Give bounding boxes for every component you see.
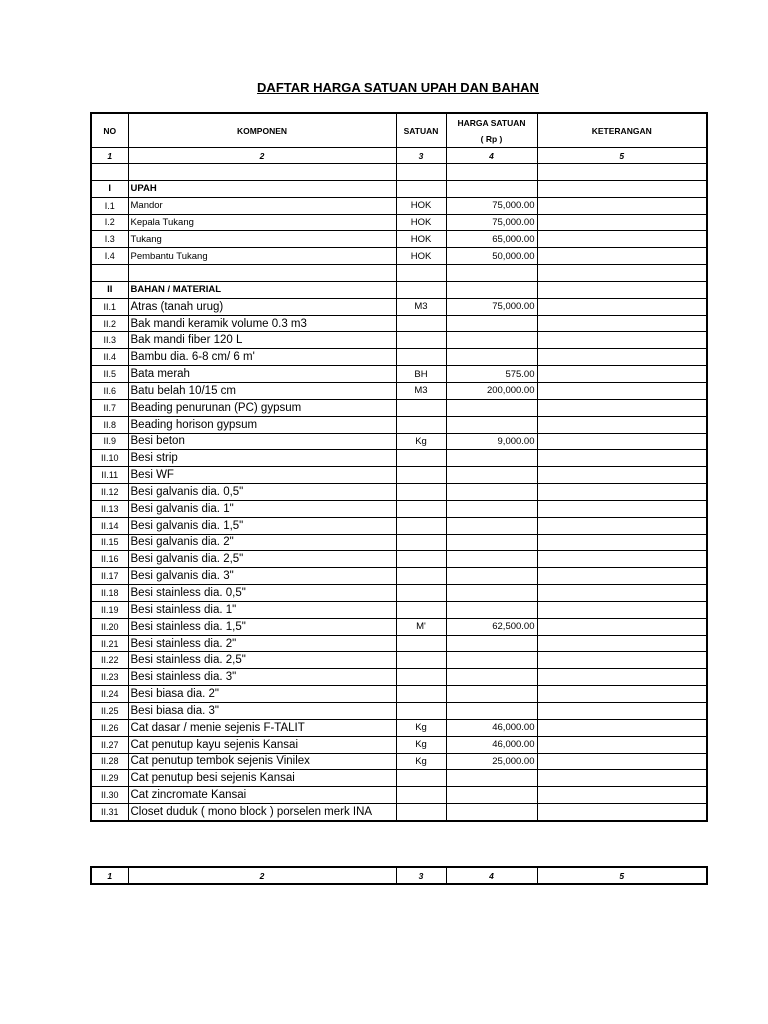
row-number: II.7 [91, 399, 128, 416]
table-row [91, 787, 707, 804]
row-keterangan [537, 669, 707, 686]
row-keterangan [537, 332, 707, 349]
row-number: II.21 [91, 635, 128, 652]
table-row [91, 416, 707, 433]
row-number: II.1 [91, 298, 128, 315]
row-keterangan [537, 551, 707, 568]
row-harga: 65,000.00 [446, 231, 537, 248]
table-row [91, 332, 707, 349]
table-row [91, 534, 707, 551]
row-komponen: Besi galvanis dia. 3" [128, 568, 396, 585]
row-harga [446, 281, 537, 298]
table-row [91, 804, 707, 821]
row-keterangan [537, 366, 707, 383]
row-satuan [396, 399, 446, 416]
row-number: II.30 [91, 787, 128, 804]
row-harga [446, 551, 537, 568]
header-no: NO [91, 113, 128, 148]
row-komponen: Tukang [128, 231, 396, 248]
column-number: 2 [128, 148, 396, 164]
footer-number-table [90, 866, 708, 885]
table-row [91, 433, 707, 450]
row-harga: 200,000.00 [446, 382, 537, 399]
table-row [91, 551, 707, 568]
row-satuan [396, 585, 446, 602]
row-komponen: Besi galvanis dia. 1,5" [128, 517, 396, 534]
row-keterangan [537, 382, 707, 399]
row-number: II.25 [91, 703, 128, 720]
row-harga [446, 517, 537, 534]
row-keterangan [537, 534, 707, 551]
footer-number: 2 [128, 867, 396, 884]
row-komponen: Besi stainless dia. 0,5" [128, 585, 396, 602]
row-harga [446, 601, 537, 618]
row-number: II [91, 281, 128, 298]
table-row [91, 500, 707, 517]
row-keterangan [537, 315, 707, 332]
table-row [91, 703, 707, 720]
row-keterangan [537, 433, 707, 450]
row-keterangan [537, 770, 707, 787]
row-satuan [396, 332, 446, 349]
table-row [91, 686, 707, 703]
row-keterangan [537, 585, 707, 602]
row-keterangan [537, 517, 707, 534]
row-komponen: Cat penutup tembok sejenis Vinilex [128, 753, 396, 770]
row-number: II.15 [91, 534, 128, 551]
row-komponen: Atras (tanah urug) [128, 298, 396, 315]
row-komponen: BAHAN / MATERIAL [128, 281, 396, 298]
header-harga-satuan [446, 113, 537, 148]
row-komponen: Bak mandi keramik volume 0.3 m3 [128, 315, 396, 332]
table-row [91, 669, 707, 686]
row-satuan: Kg [396, 719, 446, 736]
footer-number-row [91, 867, 707, 884]
row-keterangan [537, 416, 707, 433]
header-harga-line2: ( Rp ) [480, 133, 503, 144]
row-harga [446, 164, 537, 181]
row-keterangan [537, 450, 707, 467]
row-number: II.31 [91, 804, 128, 821]
row-number: II.9 [91, 433, 128, 450]
table-row [91, 753, 707, 770]
row-number [91, 265, 128, 282]
row-komponen: Besi galvanis dia. 2,5" [128, 551, 396, 568]
row-harga: 9,000.00 [446, 433, 537, 450]
row-harga: 46,000.00 [446, 719, 537, 736]
table-row [91, 214, 707, 231]
row-keterangan [537, 618, 707, 635]
row-satuan: M3 [396, 382, 446, 399]
row-keterangan [537, 652, 707, 669]
row-number [91, 164, 128, 181]
section-row [91, 180, 707, 197]
row-satuan [396, 281, 446, 298]
row-satuan: M' [396, 618, 446, 635]
row-harga [446, 686, 537, 703]
row-number: II.12 [91, 484, 128, 501]
row-harga: 50,000.00 [446, 248, 537, 265]
row-number: II.19 [91, 601, 128, 618]
row-keterangan [537, 736, 707, 753]
table-row [91, 231, 707, 248]
row-satuan [396, 568, 446, 585]
table-row [91, 635, 707, 652]
row-satuan: HOK [396, 197, 446, 214]
table-row [91, 197, 707, 214]
row-number: II.2 [91, 315, 128, 332]
row-keterangan [537, 298, 707, 315]
row-harga [446, 265, 537, 282]
row-komponen: Beading horison gypsum [128, 416, 396, 433]
row-harga [446, 399, 537, 416]
table-row [91, 298, 707, 315]
row-number: I.4 [91, 248, 128, 265]
row-number: I.3 [91, 231, 128, 248]
row-number: II.27 [91, 736, 128, 753]
row-keterangan [537, 248, 707, 265]
row-number: II.14 [91, 517, 128, 534]
row-satuan [396, 703, 446, 720]
row-satuan [396, 500, 446, 517]
table-row [91, 517, 707, 534]
table-row [91, 568, 707, 585]
header-keterangan: KETERANGAN [537, 113, 707, 148]
row-number: II.10 [91, 450, 128, 467]
column-number-row [91, 148, 707, 164]
column-number: 4 [446, 148, 537, 164]
section-row [91, 281, 707, 298]
row-komponen: Besi stainless dia. 2,5" [128, 652, 396, 669]
row-komponen: Cat zincromate Kansai [128, 787, 396, 804]
row-number: II.11 [91, 467, 128, 484]
row-satuan [396, 551, 446, 568]
row-number: II.6 [91, 382, 128, 399]
row-satuan [396, 349, 446, 366]
row-number: II.18 [91, 585, 128, 602]
row-number: II.26 [91, 719, 128, 736]
row-keterangan [537, 281, 707, 298]
row-satuan: M3 [396, 298, 446, 315]
row-harga [446, 332, 537, 349]
row-harga [446, 315, 537, 332]
table-row [91, 770, 707, 787]
row-number: II.16 [91, 551, 128, 568]
row-komponen [128, 164, 396, 181]
row-satuan [396, 467, 446, 484]
row-komponen: Besi galvanis dia. 1" [128, 500, 396, 517]
row-number: II.13 [91, 500, 128, 517]
price-table [90, 112, 708, 822]
row-komponen: Besi stainless dia. 1,5" [128, 618, 396, 635]
row-number: II.5 [91, 366, 128, 383]
row-keterangan [537, 787, 707, 804]
header-komponen: KOMPONEN [128, 113, 396, 148]
row-satuan [396, 484, 446, 501]
row-harga: 62,500.00 [446, 618, 537, 635]
row-number: II.20 [91, 618, 128, 635]
row-harga: 46,000.00 [446, 736, 537, 753]
row-number: II.3 [91, 332, 128, 349]
table-row [91, 248, 707, 265]
row-satuan [396, 265, 446, 282]
header-row [91, 113, 707, 148]
row-number: II.28 [91, 753, 128, 770]
row-keterangan [537, 500, 707, 517]
row-komponen: Besi stainless dia. 1" [128, 601, 396, 618]
row-komponen: Besi biasa dia. 3" [128, 703, 396, 720]
row-harga: 575.00 [446, 366, 537, 383]
row-komponen: Besi beton [128, 433, 396, 450]
row-keterangan [537, 753, 707, 770]
row-keterangan [537, 214, 707, 231]
row-satuan [396, 601, 446, 618]
document-title: DAFTAR HARGA SATUAN UPAH DAN BAHAN [257, 80, 539, 95]
footer-number: 5 [537, 867, 707, 884]
row-satuan: Kg [396, 736, 446, 753]
row-keterangan [537, 467, 707, 484]
row-keterangan [537, 719, 707, 736]
row-number: II.23 [91, 669, 128, 686]
row-harga [446, 669, 537, 686]
row-satuan: Kg [396, 433, 446, 450]
row-satuan: HOK [396, 231, 446, 248]
table-row [91, 450, 707, 467]
row-keterangan [537, 164, 707, 181]
row-number: II.29 [91, 770, 128, 787]
row-harga: 75,000.00 [446, 214, 537, 231]
row-number: II.4 [91, 349, 128, 366]
row-komponen: Besi WF [128, 467, 396, 484]
row-number: I.2 [91, 214, 128, 231]
row-harga [446, 484, 537, 501]
row-komponen [128, 265, 396, 282]
row-komponen: Closet duduk ( mono block ) porselen merk INA [128, 804, 396, 821]
row-harga: 75,000.00 [446, 197, 537, 214]
row-keterangan [537, 703, 707, 720]
row-komponen: Mandor [128, 197, 396, 214]
row-keterangan [537, 686, 707, 703]
row-komponen: Cat dasar / menie sejenis F-TALIT [128, 719, 396, 736]
row-komponen: Besi stainless dia. 3" [128, 669, 396, 686]
row-satuan [396, 164, 446, 181]
row-komponen: UPAH [128, 180, 396, 197]
row-keterangan [537, 265, 707, 282]
row-satuan [396, 315, 446, 332]
row-harga [446, 450, 537, 467]
row-harga [446, 652, 537, 669]
row-satuan [396, 804, 446, 821]
row-komponen: Bambu dia. 6-8 cm/ 6 m' [128, 349, 396, 366]
row-satuan: HOK [396, 248, 446, 265]
row-komponen: Batu belah 10/15 cm [128, 382, 396, 399]
row-satuan [396, 517, 446, 534]
table-row [91, 618, 707, 635]
row-komponen: Cat penutup kayu sejenis Kansai [128, 736, 396, 753]
row-harga [446, 568, 537, 585]
row-keterangan [537, 635, 707, 652]
row-komponen: Cat penutup besi sejenis Kansai [128, 770, 396, 787]
row-keterangan [537, 180, 707, 197]
row-number: I.1 [91, 197, 128, 214]
row-satuan [396, 635, 446, 652]
row-satuan [396, 652, 446, 669]
row-number: II.24 [91, 686, 128, 703]
row-number: I [91, 180, 128, 197]
row-satuan [396, 787, 446, 804]
row-harga [446, 534, 537, 551]
table-row [91, 719, 707, 736]
row-harga [446, 467, 537, 484]
row-komponen: Bak mandi fiber 120 L [128, 332, 396, 349]
row-satuan [396, 416, 446, 433]
row-harga [446, 703, 537, 720]
header-satuan: SATUAN [396, 113, 446, 148]
row-keterangan [537, 568, 707, 585]
row-harga [446, 180, 537, 197]
row-number: II.8 [91, 416, 128, 433]
table-row [91, 467, 707, 484]
row-satuan: BH [396, 366, 446, 383]
row-satuan [396, 770, 446, 787]
table-row [91, 382, 707, 399]
row-satuan [396, 534, 446, 551]
column-number: 3 [396, 148, 446, 164]
row-number: II.17 [91, 568, 128, 585]
blank-row [91, 164, 707, 181]
footer-number: 1 [91, 867, 128, 884]
row-keterangan [537, 231, 707, 248]
row-satuan [396, 669, 446, 686]
row-komponen: Besi galvanis dia. 0,5" [128, 484, 396, 501]
row-number: II.22 [91, 652, 128, 669]
row-harga [446, 500, 537, 517]
row-harga [446, 635, 537, 652]
row-komponen: Beading penurunan (PC) gypsum [128, 399, 396, 416]
row-satuan: Kg [396, 753, 446, 770]
column-number: 5 [537, 148, 707, 164]
table-row [91, 736, 707, 753]
table-row [91, 601, 707, 618]
row-komponen: Besi stainless dia. 2" [128, 635, 396, 652]
row-komponen: Besi strip [128, 450, 396, 467]
row-harga [446, 804, 537, 821]
table-row [91, 366, 707, 383]
row-harga [446, 585, 537, 602]
row-komponen: Bata merah [128, 366, 396, 383]
row-harga: 75,000.00 [446, 298, 537, 315]
table-row [91, 484, 707, 501]
row-harga [446, 349, 537, 366]
column-number: 1 [91, 148, 128, 164]
table-row [91, 349, 707, 366]
row-harga [446, 770, 537, 787]
row-keterangan [537, 804, 707, 821]
row-komponen: Besi galvanis dia. 2" [128, 534, 396, 551]
row-komponen: Besi biasa dia. 2" [128, 686, 396, 703]
row-keterangan [537, 349, 707, 366]
footer-number: 3 [396, 867, 446, 884]
row-satuan [396, 180, 446, 197]
table-row [91, 585, 707, 602]
header-harga-line1: HARGA SATUAN [457, 117, 526, 128]
row-harga [446, 416, 537, 433]
row-komponen: Kepala Tukang [128, 214, 396, 231]
row-harga [446, 787, 537, 804]
row-keterangan [537, 601, 707, 618]
row-satuan: HOK [396, 214, 446, 231]
table-row [91, 315, 707, 332]
table-row [91, 399, 707, 416]
row-keterangan [537, 399, 707, 416]
row-harga: 25,000.00 [446, 753, 537, 770]
row-satuan [396, 450, 446, 467]
row-komponen: Pembantu Tukang [128, 248, 396, 265]
blank-row [91, 265, 707, 282]
footer-number: 4 [446, 867, 537, 884]
row-keterangan [537, 197, 707, 214]
row-keterangan [537, 484, 707, 501]
table-row [91, 652, 707, 669]
row-satuan [396, 686, 446, 703]
